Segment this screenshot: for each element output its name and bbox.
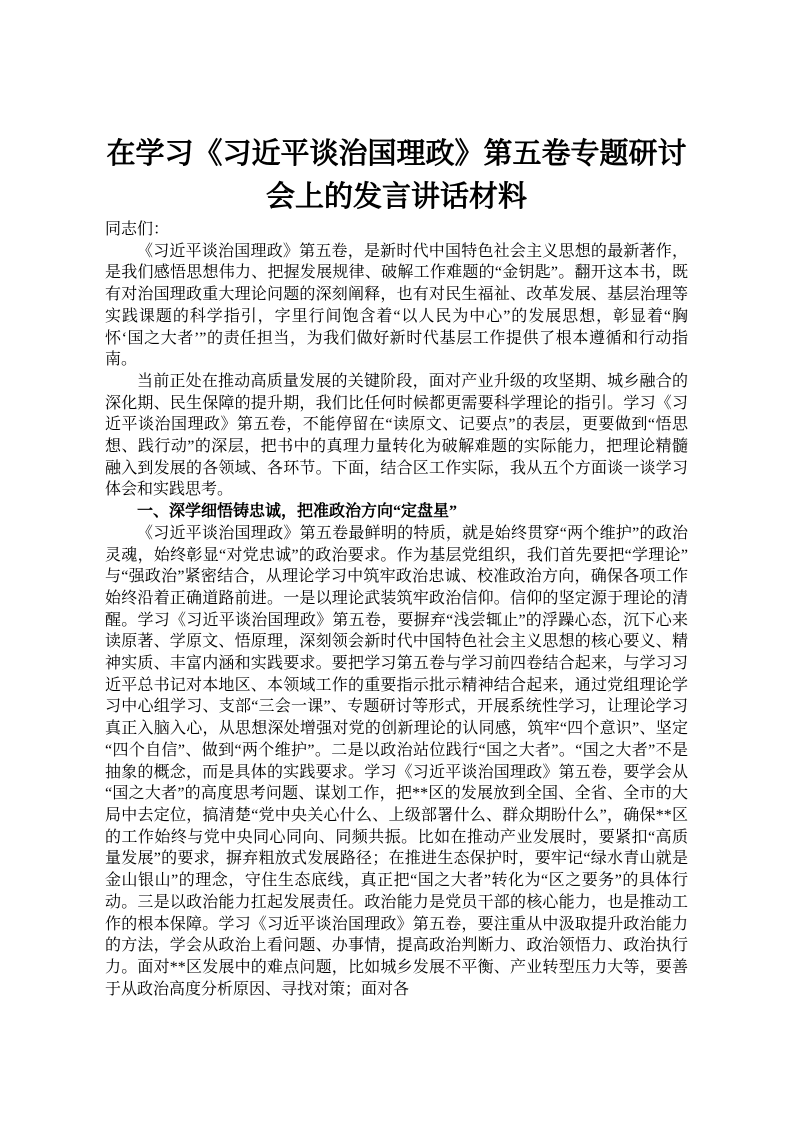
salutation: 同志们：: [105, 221, 170, 238]
section-heading: 一、深学细悟铸忠诚，把准政治方向“定盘星”: [137, 503, 458, 521]
paragraph-container: [105, 241, 688, 1001]
paragraph: 当前正处在推动高质量发展的关键阶段，面对产业升级的攻坚期、城乡融合的深化期、民生保障的提升期，我们比任何时候都更需要科学理论的指引。学习《习近平谈治国理政》第五卷，不能停留在“读原文、记要点”的表层，更要做到“悟思想、践行动”的深层，把书中的真理力量转化为破解难题的实际能力，把理论精髓融入到发展的各领域、各环节。下面，结合区工作实际，我从五个方面谈一谈学习体会和实践思考。: [105, 372, 688, 499]
document-title: 在学习《习近平谈治国理政》第五卷专题研讨会上的发言讲话材料: [106, 138, 687, 213]
paragraph: 《习近平谈治国理政》第五卷，是新时代中国特色社会主义思想的最新著作，是我们感悟思想伟力、把握发展规律、破解工作难题的“金钥匙”。翻开这本书，既有对治国理政重大理论问题的深刻阐释，也有对民生福祉、改革发展、基层治理等实践课题的科学指引，字里行间饱含着“以人民为中心”的发展思想，彰显着“胸怀‘国之大者’”的责任担当，为我们做好新时代基层工作提供了根本遵循和行动指南。: [105, 242, 688, 369]
document-content: [105, 133, 688, 1000]
paragraph: 《习近平谈治国理政》第五卷最鲜明的特质，就是始终贯穿“两个维护”的政治灵魂，始终彰显“对党忠诚”的政治要求。作为基层党组织，我们首先要把“学理论”与“强政治”紧密结合，从理论学习中筑牢政治忠诚、校准政治方向，确保各项工作始终沿着正确道路前进。一是以理论武装筑牢政治信仰。信仰的坚定源于理论的清醒。学习《习近平谈治国理政》第五卷，要摒弃“浅尝辄止”的浮躁心态，沉下心来读原著、学原文、悟原理，深刻领会新时代中国特色社会主义思想的核心要义、精神实质、丰富内涵和实践要求。要把学习第五卷与学习前四卷结合起来，与学习习近平总书记对本地区、本领域工作的重要指示批示精神结合起来，通过党组理论学习中心组学习、支部“三会一课”、专题研讨等形式，开展系统性学习，让理论学习真正入脑入心，从思想深处增强对党的创新理论的认同感，筑牢“四个意识”、坚定“四个自信”、做到“两个维护”。二是以政治站位践行“国之大者”。“国之大者”不是抽象的概念，而是具体的实践要求。学习《习近平谈治国理政》第五卷，要学会从“国之大者”的高度思考问题、谋划工作，把**区的发展放到全国、全省、全市的大局中去定位，搞清楚“党中央关心什么、上级部署什么、群众期盼什么”，确保**区的工作始终与党中央同心同向、同频共振。比如在推动产业发展时，要紧扣“高质量发展”的要求，摒弃粗放式发展路径；在推进生态保护时，要牢记“绿水青山就是金山银山”的理念，守住生态底线，真正把“国之大者”转化为“区之要务”的具体行动。三是以政治能力扛起发展责任。政治能力是党员干部的核心能力，也是推动工作的根本保障。学习《习近平谈治国理政》第五卷，要注重从中汲取提升政治能力的方法，学会从政治上看问题、办事情，提高政治判断力、政治领悟力、政治执行力。面对**区发展中的难点问题，比如城乡发展不平衡、产业转型压力大等，要善于从政治高度分析原因、寻找对策；面对各: [105, 524, 688, 998]
